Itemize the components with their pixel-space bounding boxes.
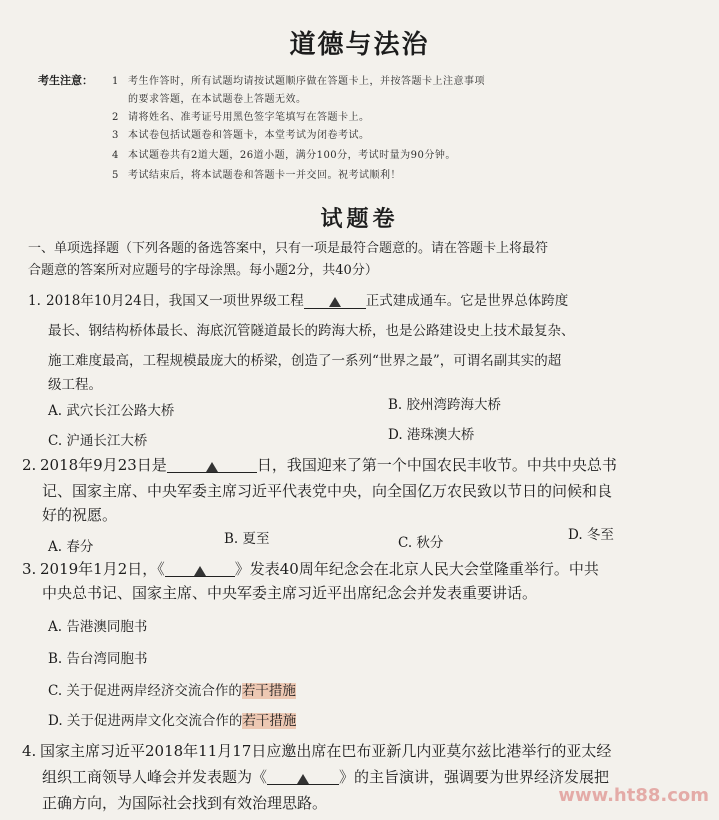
option-c: C. 秋分 <box>398 535 444 551</box>
triangle-icon <box>194 566 206 576</box>
note-item: 4 本试题卷共有2道大题，26道小题，满分100分，考试时量为90分钟。 <box>112 150 456 161</box>
option-a: A. 春分 <box>48 539 94 555</box>
option-d: D. 冬至 <box>568 527 614 543</box>
option-c: C. 关于促进两岸经济交流合作的若干措施 <box>48 683 296 699</box>
notes-label: 考生注意： <box>38 74 93 87</box>
triangle-icon <box>329 297 341 307</box>
note-item: 3 本试卷包括试题卷和答题卡，本堂考试为闭卷考试。 <box>112 130 370 141</box>
section-instructions: 合题意的答案所对应题号的字母涂黑。每小题2分，共40分） <box>28 263 378 278</box>
question-text: 记、国家主席、中央军委主席习近平代表党中央，向全国亿万农民致以节日的问候和良 <box>42 482 613 500</box>
note-item: 5 考试结束后，将本试题卷和答题卡一并交回。祝考试顺利！ <box>112 170 401 181</box>
note-item: 1 考生作答时，所有试题均请按试题顺序做在答题卡上，并按答题卡上注意事项 <box>112 76 485 87</box>
question-text: 正确方向，为国际社会找到有效治理思路。 <box>42 794 328 812</box>
question-text: 施工难度最高，工程规模最庞大的桥梁，创造了一系列“世界之最”，可谓名副其实的超 <box>48 353 562 369</box>
answer-blank <box>165 562 235 577</box>
question-3: 3. 2019年1月2日，《 》发表40周年纪念会在北京人民大会堂隆重举行。中共 <box>22 560 599 578</box>
option-b: B. 告台湾同胞书 <box>48 651 148 667</box>
question-text: 级工程。 <box>48 377 102 393</box>
question-text: 最长、钢结构桥体最长、海底沉管隧道最长的跨海大桥，也是公路建设史上技术最复杂、 <box>48 323 575 339</box>
option-a: A. 武穴长江公路大桥 <box>48 403 175 419</box>
option-a: A. 告港澳同胞书 <box>48 619 148 635</box>
option-b: B. 胶州湾跨海大桥 <box>388 397 502 413</box>
highlight-mark: 若干措施 <box>242 713 297 729</box>
answer-blank <box>167 458 257 473</box>
question-1: 1. 2018年10月24日，我国又一项世界级工程 正式建成通车。它是世界总体跨度 <box>28 293 569 309</box>
question-2: 2. 2018年9月23日是 日，我国迎来了第一个中国农民丰收节。中共中央总书 <box>22 456 617 474</box>
highlight-mark: 若干措施 <box>241 683 296 699</box>
answer-blank <box>304 294 366 309</box>
note-item: 的要求答题，在本试题卷上答题无效。 <box>128 94 307 105</box>
section-instructions: 一、单项选择题（下列各题的备选答案中，只有一项是最符合题意的。请在答题卡上将最符 <box>28 241 549 256</box>
option-d: D. 港珠澳大桥 <box>388 427 475 443</box>
triangle-icon <box>206 462 218 472</box>
option-c: C. 沪通长江大桥 <box>48 433 148 449</box>
option-d: D. 关于促进两岸文化交流合作的若干措施 <box>48 713 297 729</box>
note-item: 2 请将姓名、准考证号用黑色签字笔填写在答题卡上。 <box>112 112 370 123</box>
question-text: 组织工商领导人峰会并发表题为《 》的主旨演讲，强调要为世界经济发展把 <box>42 768 610 786</box>
watermark: www.ht88.com <box>558 785 709 806</box>
answer-blank <box>267 770 339 785</box>
question-text: 中央总书记、国家主席、中央军委主席习近平出席纪念会并发表重要讲话。 <box>42 584 538 602</box>
triangle-icon <box>297 774 309 784</box>
option-b: B. 夏至 <box>224 531 270 547</box>
section-title: 试题卷 <box>320 206 399 232</box>
page-title: 道德与法治 <box>289 30 430 60</box>
question-text: 好的祝愿。 <box>42 506 118 524</box>
question-4: 4. 国家主席习近平2018年11月17日应邀出席在巴布亚新几内亚莫尔兹比港举行的亚太经 <box>22 742 612 760</box>
